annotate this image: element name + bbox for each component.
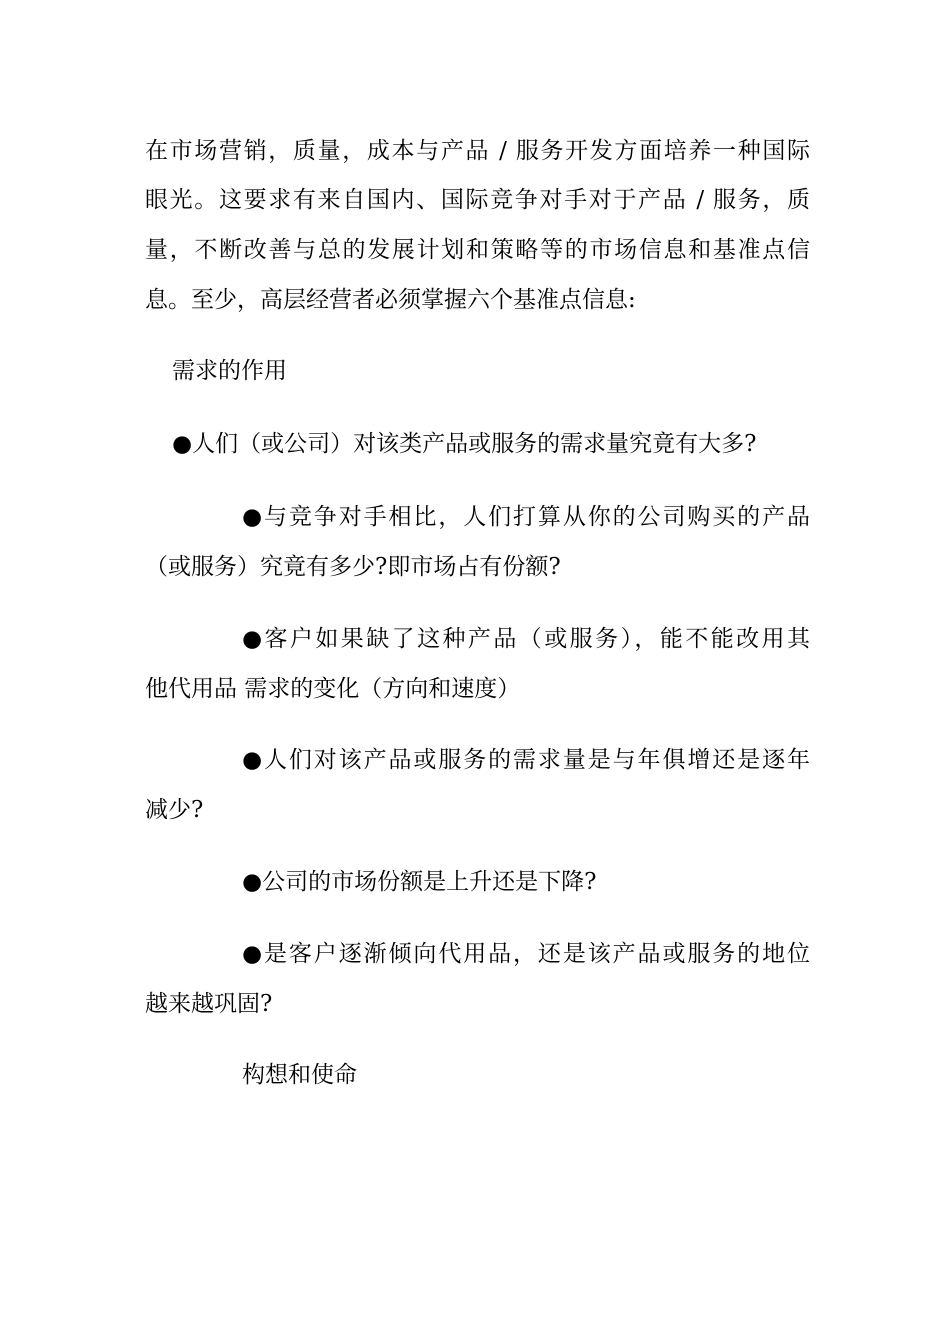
intro-line-3: 量，不断改善与总的发展计划和策略等的市场信息和基准点信 — [145, 237, 810, 263]
intro-line-2: 眼光。这要求有来自国内、国际竞争对手对于产品 / 服务，质 — [145, 187, 810, 213]
bullet-3-line-2: 他代用品 需求的变化（方向和速度） — [145, 676, 521, 702]
bullet-2-line-1: ●与竞争对手相比，人们打算从你的公司购买的产品 — [242, 504, 810, 530]
bullet-2-line-2: （或服务）究竟有多少?即市场占有份额? — [145, 554, 561, 580]
intro-line-1: 在市场营销，质量，成本与产品 / 服务开发方面培养一种国际 — [145, 138, 810, 164]
bullet-1: ●人们（或公司）对该类产品或服务的需求量究竟有大多? — [172, 431, 757, 457]
bullet-4-line-2: 减少? — [145, 797, 204, 823]
heading-vision: 构想和使命 — [242, 1062, 357, 1088]
bullet-6-line-2: 越来越巩固? — [145, 991, 273, 1017]
bullet-3-line-1: ●客户如果缺了这种产品（或服务），能不能改用其 — [242, 626, 810, 652]
bullet-5: ●公司的市场份额是上升还是下降? — [242, 869, 597, 895]
intro-line-4: 息。至少，高层经营者必须掌握六个基准点信息: — [145, 287, 636, 313]
bullet-6-line-1: ●是客户逐渐倾向代用品，还是该产品或服务的地位 — [242, 941, 810, 967]
bullet-4-line-1: ●人们对该产品或服务的需求量是与年俱增还是逐年 — [242, 747, 810, 773]
heading-demand: 需求的作用 — [172, 358, 287, 384]
